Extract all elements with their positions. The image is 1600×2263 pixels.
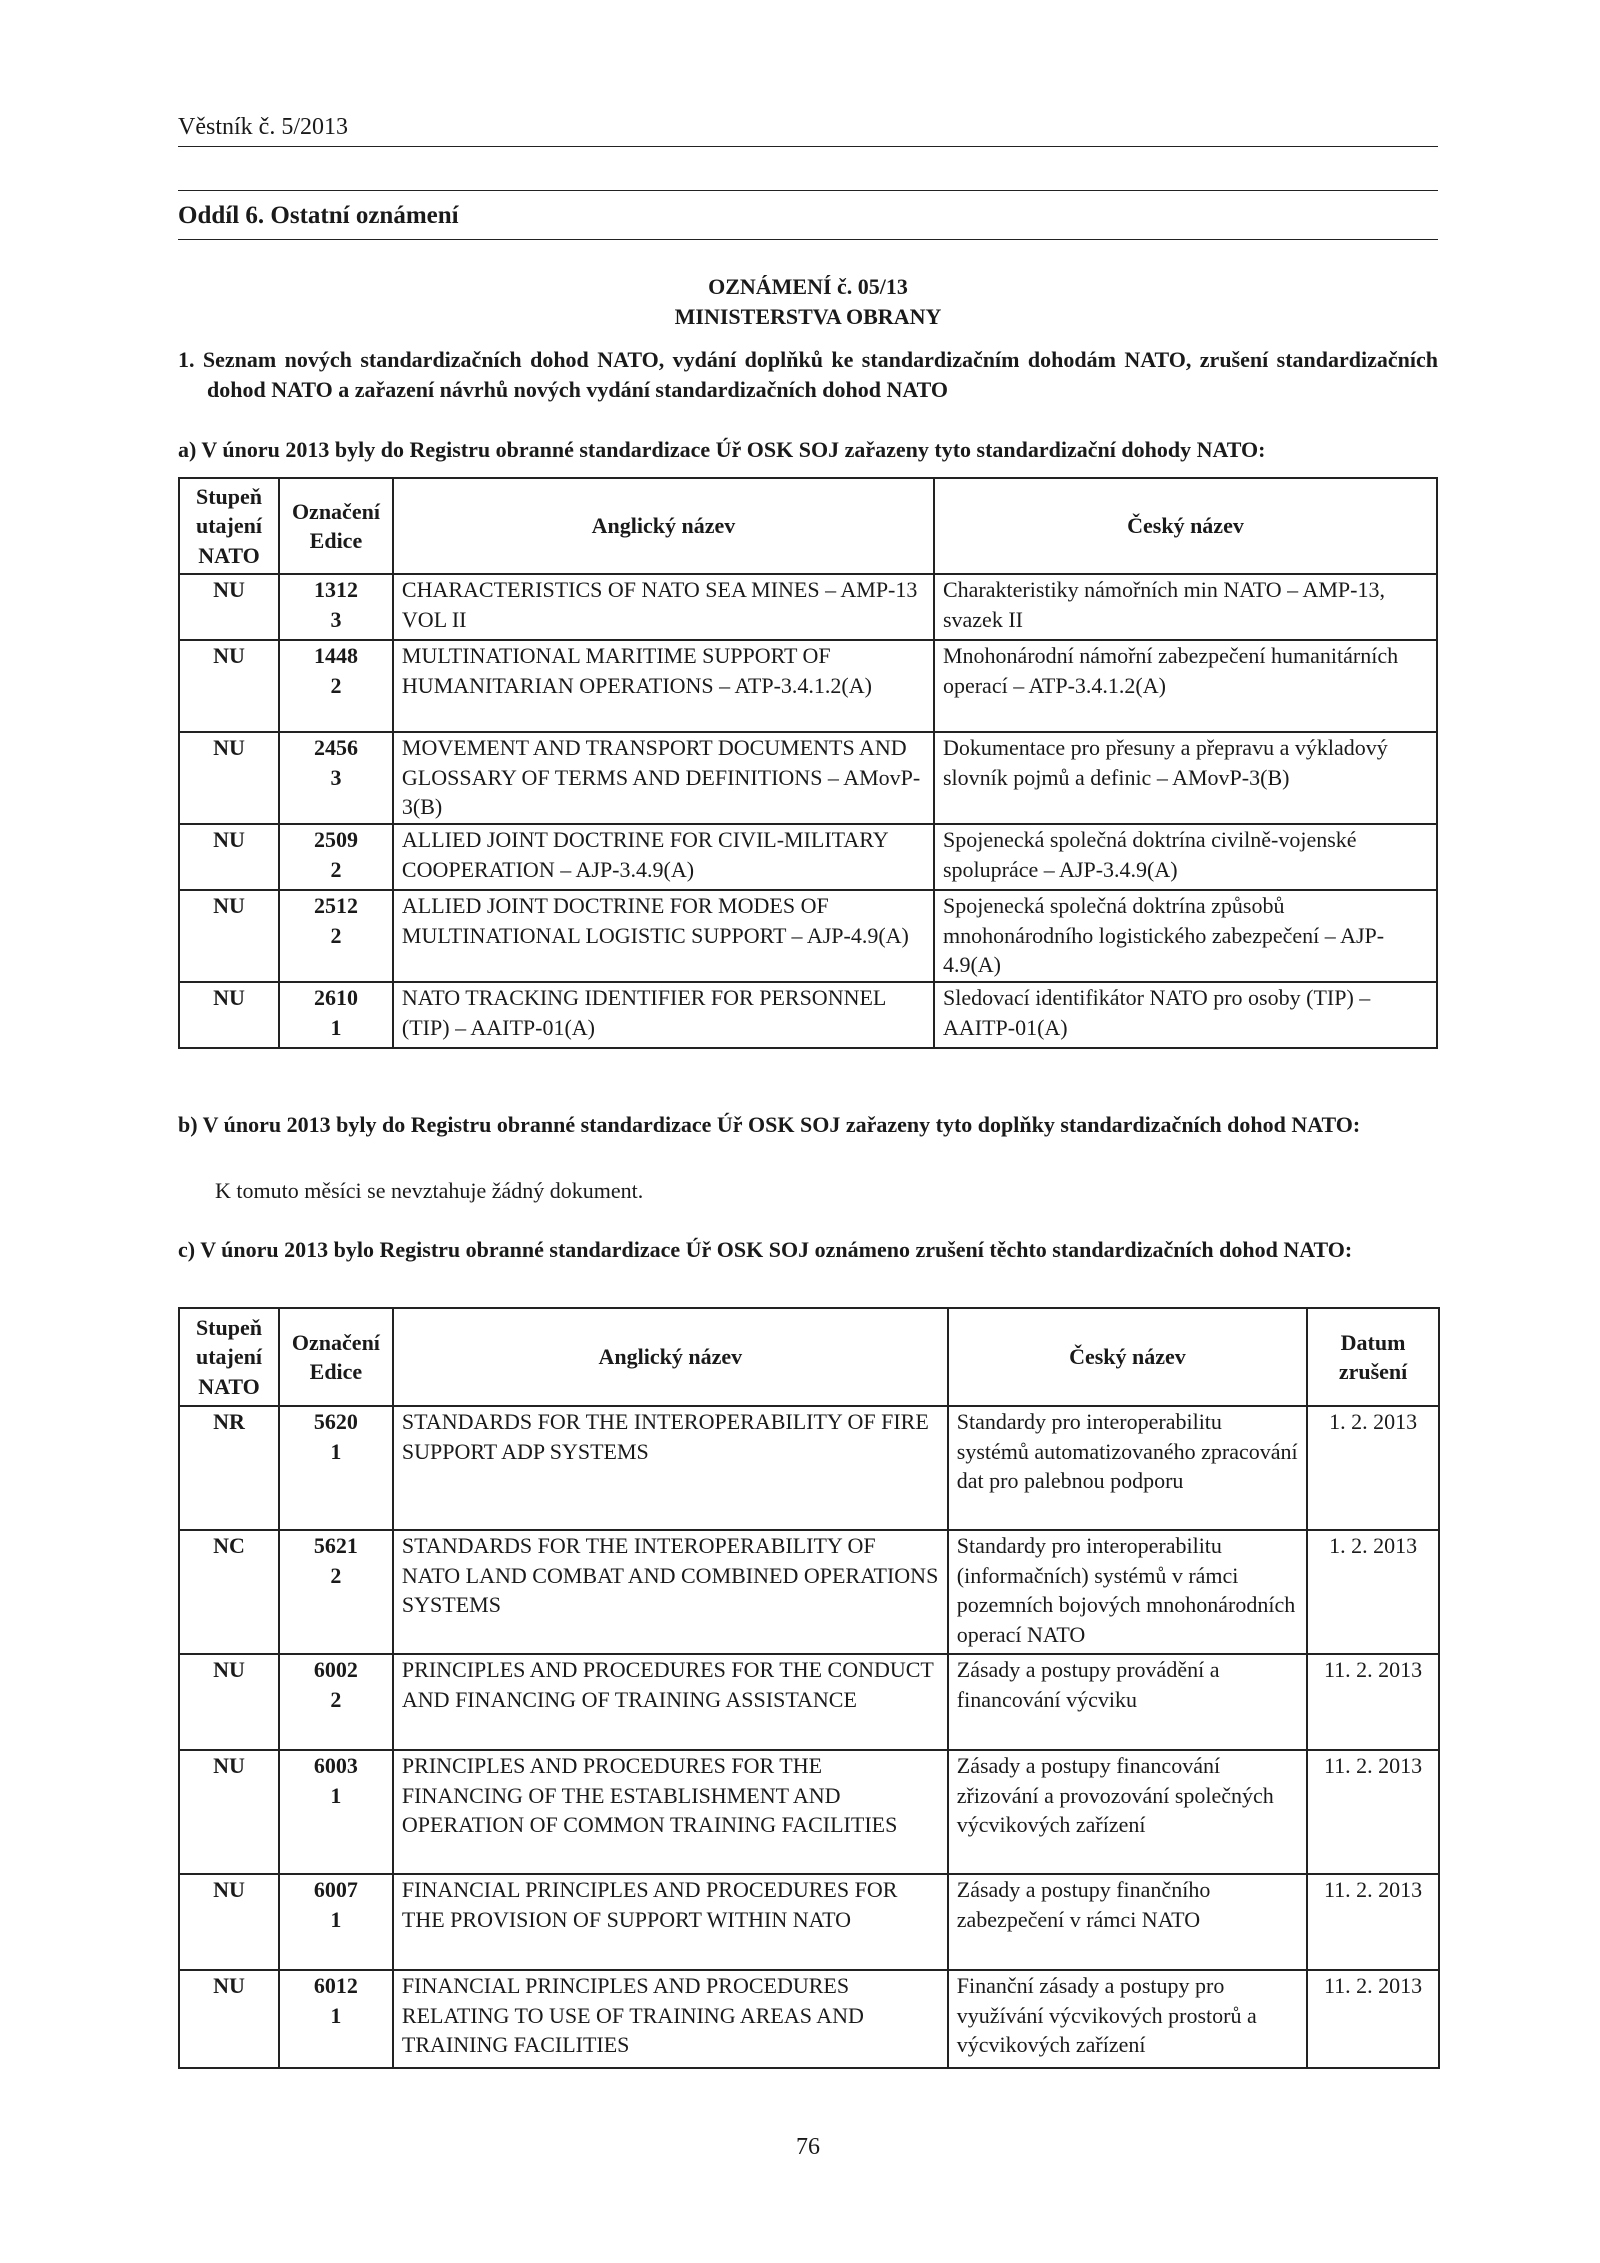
table-row [179, 1750, 1439, 1874]
table-row [179, 1406, 1439, 1530]
designation-cell [279, 1874, 393, 1970]
classification-cell: NU [179, 1750, 279, 1874]
designation-cell [279, 640, 393, 732]
english-title-cell: PRINCIPLES AND PROCEDURES FOR THE CONDUCT AND FINANCING OF TRAINING ASSISTANCE [393, 1654, 948, 1750]
running-header: Věstník č. 5/2013 [178, 114, 348, 140]
edition-number: 1 [330, 1782, 342, 1808]
classification-cell: NU [179, 1970, 279, 2068]
table-row [179, 1970, 1439, 2068]
stanag-number: 2610 [313, 985, 358, 1010]
czech-title-cell: Standardy pro interoperabilitu (informačních) systémů v rámci pozemních bojových mnohonárodních operací NATO [948, 1530, 1307, 1654]
classification-cell: NU [179, 982, 279, 1048]
english-title-cell: STANDARDS FOR THE INTEROPERABILITY OF FIRE SUPPORT ADP SYSTEMS [393, 1406, 948, 1530]
classification-cell: NU [179, 890, 279, 982]
cancellation-date-cell: 11. 2. 2013 [1307, 1874, 1439, 1970]
table-row [179, 1530, 1439, 1654]
stanag-number: 6003 [313, 1753, 358, 1778]
czech-title-cell: Dokumentace pro přesuny a přepravu a výkladový slovník pojmů a definic – AMovP-3(B) [934, 732, 1437, 824]
czech-title-cell: Spojenecká společná doktrína civilně-vojenské spolupráce – AJP-3.4.9(A) [934, 824, 1437, 890]
english-title-cell: ALLIED JOINT DOCTRINE FOR MODES OF MULTINATIONAL LOGISTIC SUPPORT – AJP-4.9(A) [393, 890, 934, 982]
edition-number: 3 [330, 606, 342, 632]
section-rule-bottom [178, 239, 1438, 240]
classification-cell: NR [179, 1406, 279, 1530]
table-row [179, 1654, 1439, 1750]
designation-cell [279, 1970, 393, 2068]
designation-cell [279, 1750, 393, 1874]
czech-title-cell: Zásady a postupy financování zřizování a provozování společných výcvikových zařízení [948, 1750, 1307, 1874]
english-title-cell: ALLIED JOINT DOCTRINE FOR CIVIL-MILITARY COOPERATION – AJP-3.4.9(A) [393, 824, 934, 890]
cancellation-date-cell: 1. 2. 2013 [1307, 1406, 1439, 1530]
designation-cell [279, 732, 393, 824]
stanag-number: 5621 [313, 1533, 358, 1558]
cancellation-date-cell: 11. 2. 2013 [1307, 1750, 1439, 1874]
col-header-code: Označení Edice [279, 478, 393, 574]
cancellation-date-cell: 11. 2. 2013 [1307, 1970, 1439, 2068]
czech-title-cell: Mnohonárodní námořní zabezpečení humanitárních operací – ATP-3.4.1.2(A) [934, 640, 1437, 732]
notice-title [178, 272, 1438, 332]
table-row [179, 890, 1437, 982]
designation-cell [279, 982, 393, 1048]
czech-title-cell: Zásady a postupy provádění a financování výcviku [948, 1654, 1307, 1750]
czech-title-cell: Sledovací identifikátor NATO pro osoby (TIP) – AAITP-01(A) [934, 982, 1437, 1048]
table-row [179, 640, 1437, 732]
designation-cell [279, 1654, 393, 1750]
col-header-english: Anglický název [393, 1308, 948, 1406]
edition-number: 1 [330, 1438, 342, 1464]
english-title-cell: STANDARDS FOR THE INTEROPERABILITY OF NATO LAND COMBAT AND COMBINED OPERATIONS SYSTEMS [393, 1530, 948, 1654]
classification-cell: NU [179, 1654, 279, 1750]
edition-number: 1 [330, 1014, 342, 1040]
czech-title-cell: Finanční zásady a postupy pro využívání výcvikových prostorů a výcvikových zařízení [948, 1970, 1307, 2068]
col-header-english: Anglický název [393, 478, 934, 574]
english-title-cell: PRINCIPLES AND PROCEDURES FOR THE FINANCING OF THE ESTABLISHMENT AND OPERATION OF COMMON TRAINING FACILITIES [393, 1750, 948, 1874]
czech-title-cell: Zásady a postupy finančního zabezpečení v rámci NATO [948, 1874, 1307, 1970]
english-title-cell: NATO TRACKING IDENTIFIER FOR PERSONNEL (TIP) – AAITP-01(A) [393, 982, 934, 1048]
edition-number: 1 [330, 1906, 342, 1932]
page-number: 76 [796, 2134, 820, 2160]
part-a-heading: a) V únoru 2013 byly do Registru obranné standardizace Úř OSK SOJ zařazeny tyto standardizační dohody NATO: [178, 437, 1266, 462]
czech-title-cell: Standardy pro interoperabilitu systémů automatizovaného zpracování dat pro palebnou podporu [948, 1406, 1307, 1530]
stanag-number: 5620 [313, 1409, 358, 1434]
edition-number: 3 [330, 764, 342, 790]
edition-number: 2 [330, 1562, 342, 1588]
edition-number: 1 [330, 2002, 342, 2028]
cancellation-date-cell: 1. 2. 2013 [1307, 1530, 1439, 1654]
table-header-row [179, 478, 1437, 574]
col-header-date: Datum zrušení [1307, 1308, 1439, 1406]
designation-cell [279, 824, 393, 890]
section-title: Oddíl 6. Ostatní oznámení [178, 202, 459, 229]
classification-cell: NU [179, 732, 279, 824]
notice-number: OZNÁMENÍ č. 05/13 [708, 274, 908, 299]
english-title-cell: CHARACTERISTICS OF NATO SEA MINES – AMP-13 VOL II [393, 574, 934, 640]
classification-cell: NU [179, 824, 279, 890]
cancellation-date-cell: 11. 2. 2013 [1307, 1654, 1439, 1750]
stanag-number: 1312 [313, 577, 358, 602]
table-row [179, 824, 1437, 890]
english-title-cell: FINANCIAL PRINCIPLES AND PROCEDURES RELATING TO USE OF TRAINING AREAS AND TRAINING FACILITIES [393, 1970, 948, 2068]
part-c-heading: c) V únoru 2013 bylo Registru obranné standardizace Úř OSK SOJ oznámeno zrušení těchto standardizačních dohod NATO: [178, 1237, 1353, 1262]
designation-cell [279, 1530, 393, 1654]
english-title-cell: MULTINATIONAL MARITIME SUPPORT OF HUMANITARIAN OPERATIONS – ATP-3.4.1.2(A) [393, 640, 934, 732]
edition-number: 2 [330, 922, 342, 948]
stanag-number: 1448 [313, 643, 358, 668]
item-1-heading: 1. Seznam nových standardizačních dohod NATO, vydání doplňků ke standardizačním dohodám NATO, zrušení standardizačních dohod NATO a zařazení návrhů nových vydání standardizačních dohod NATO [178, 347, 1438, 402]
classification-cell: NC [179, 1530, 279, 1654]
stanag-number: 6007 [313, 1877, 358, 1902]
czech-title-cell: Spojenecká společná doktrína způsobů mnohonárodního logistického zabezpečení – AJP-4.9(A) [934, 890, 1437, 982]
edition-number: 2 [330, 672, 342, 698]
part-b-heading: b) V únoru 2013 byly do Registru obranné standardizace Úř OSK SOJ zařazeny tyto doplňky standardizačních dohod NATO: [178, 1112, 1361, 1137]
table-row [179, 982, 1437, 1048]
table-row [179, 732, 1437, 824]
edition-number: 2 [330, 856, 342, 882]
classification-cell: NU [179, 574, 279, 640]
stanag-number: 6012 [313, 1973, 358, 1998]
table-new-agreements [178, 477, 1438, 1049]
classification-cell: NU [179, 1874, 279, 1970]
designation-cell [279, 890, 393, 982]
designation-cell [279, 574, 393, 640]
header-rule [178, 146, 1438, 147]
english-title-cell: MOVEMENT AND TRANSPORT DOCUMENTS AND GLOSSARY OF TERMS AND DEFINITIONS – AMovP-3(B) [393, 732, 934, 824]
czech-title-cell: Charakteristiky námořních min NATO – AMP-13, svazek II [934, 574, 1437, 640]
classification-cell: NU [179, 640, 279, 732]
col-header-level: Stupeň utajení NATO [179, 1308, 279, 1406]
stanag-number: 2456 [313, 735, 358, 760]
stanag-number: 2509 [313, 827, 358, 852]
col-header-code: Označení Edice [279, 1308, 393, 1406]
edition-number: 2 [330, 1686, 342, 1712]
english-title-cell: FINANCIAL PRINCIPLES AND PROCEDURES FOR THE PROVISION OF SUPPORT WITHIN NATO [393, 1874, 948, 1970]
stanag-number: 2512 [313, 893, 358, 918]
table-cancelled-agreements [178, 1307, 1440, 2069]
table-header-row [179, 1308, 1439, 1406]
col-header-czech: Český název [948, 1308, 1307, 1406]
part-b-note: K tomuto měsíci se nevztahuje žádný dokument. [215, 1178, 644, 1203]
table-row [179, 574, 1437, 640]
stanag-number: 6002 [313, 1657, 358, 1682]
designation-cell [279, 1406, 393, 1530]
col-header-czech: Český název [934, 478, 1437, 574]
col-header-level: Stupeň utajení NATO [179, 478, 279, 574]
section-rule-top [178, 190, 1438, 191]
table-row [179, 1874, 1439, 1970]
notice-issuer: MINISTERSTVA OBRANY [674, 304, 942, 329]
